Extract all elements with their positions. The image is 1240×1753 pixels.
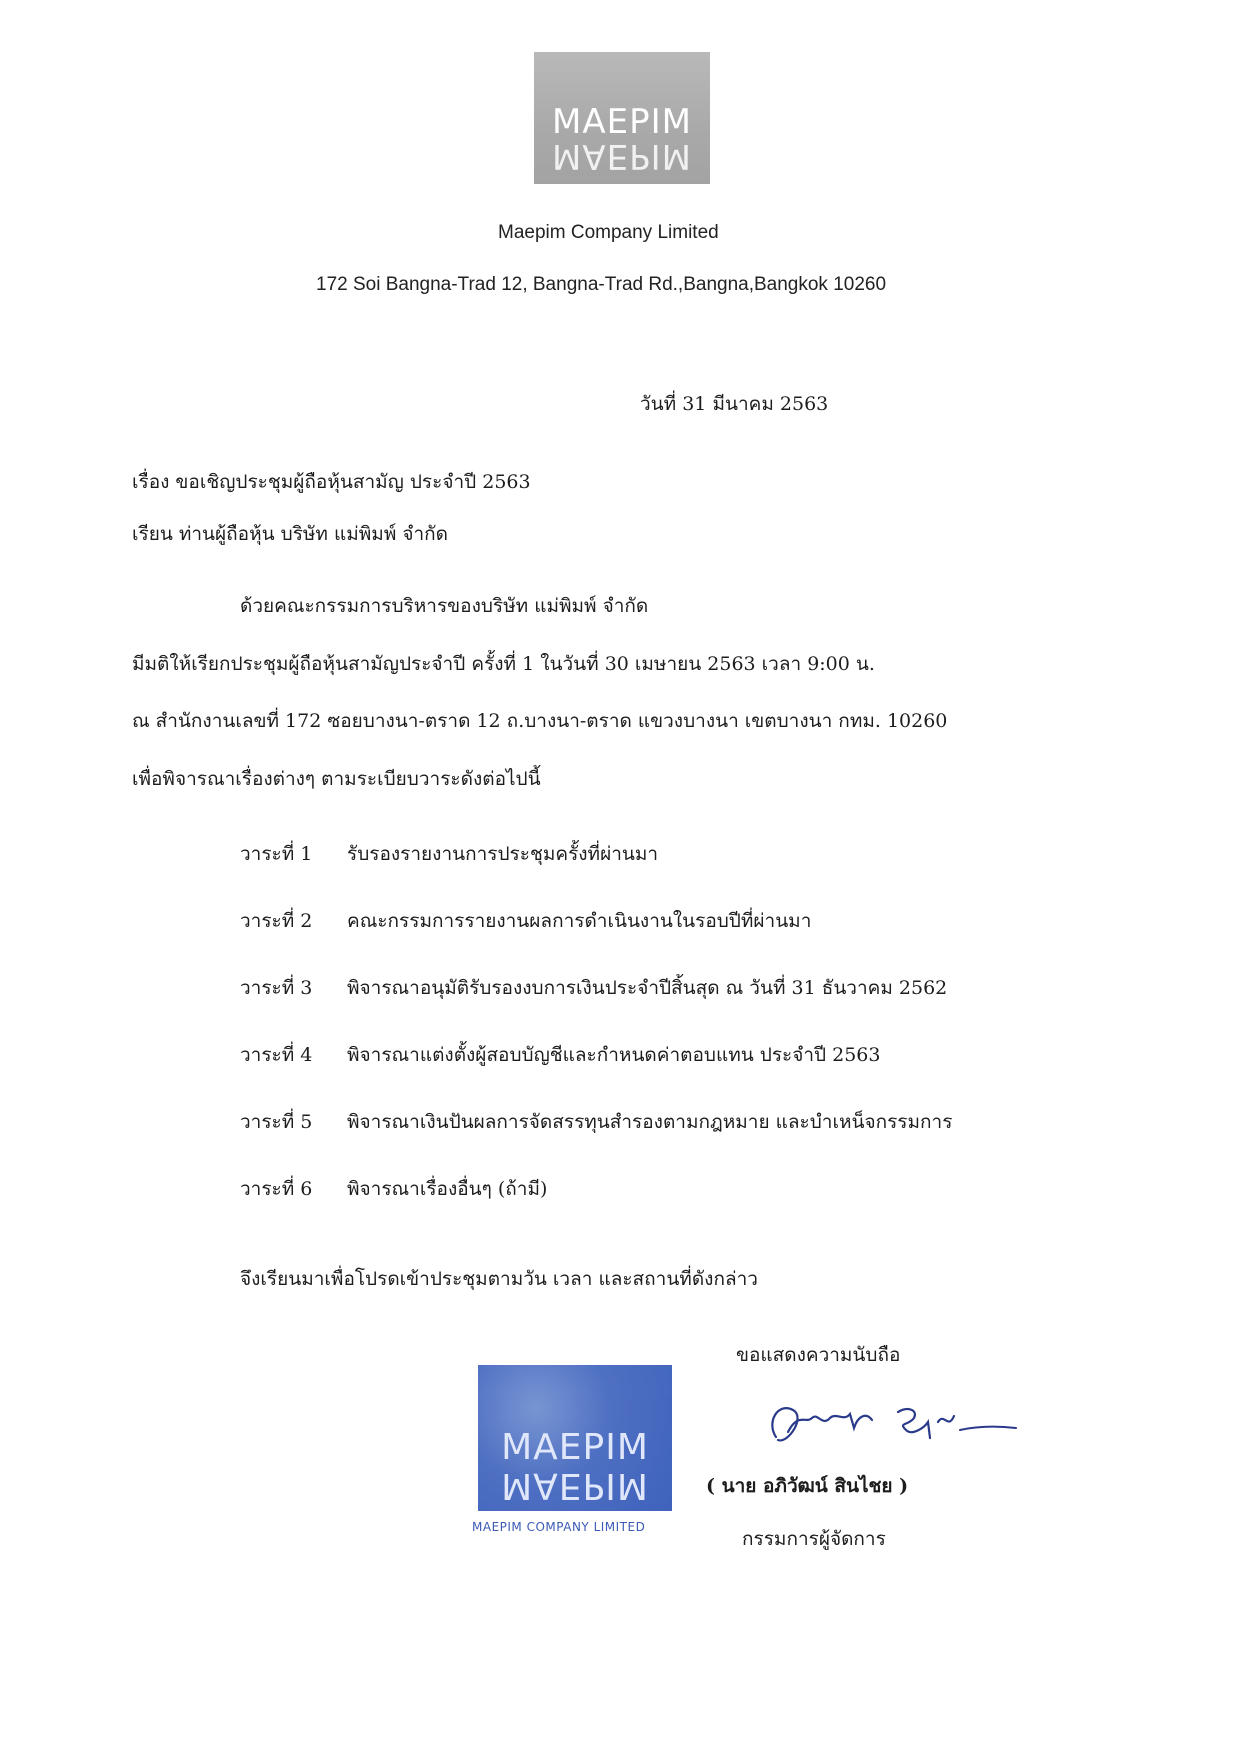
agenda-text: รับรองรายงานการประชุมครั้งที่ผ่านมา — [347, 843, 659, 865]
agenda-label: วาระที่ 1 — [240, 843, 313, 865]
logo-wordmark-reflection: MAEPIM — [552, 136, 692, 176]
regards-text: ขอแสดงความนับถือ — [736, 1344, 901, 1366]
company-logo — [534, 52, 710, 184]
letter-recipient: เรียน ท่านผู้ถือหุ้น บริษัท แม่พิมพ์ จำกัด — [132, 523, 449, 545]
agenda-text: พิจารณาอนุมัติรับรองงบการเงินประจำปีสิ้นสุด ณ วันที่ 31 ธันวาคม 2562 — [347, 977, 948, 999]
company-address: 172 Soi Bangna-Trad 12, Bangna-Trad Rd.,Bangna,Bangkok 10260 — [316, 274, 887, 295]
agenda-label: วาระที่ 4 — [240, 1044, 313, 1066]
letter-date: วันที่ 31 มีนาคม 2563 — [640, 393, 829, 415]
agenda-label: วาระที่ 3 — [240, 977, 313, 999]
agenda-text: พิจารณาเรื่องอื่นๆ (ถ้ามี) — [347, 1178, 548, 1200]
stamp-wordmark-reflection: MAEPIM — [501, 1465, 649, 1506]
letter-subject: เรื่อง ขอเชิญประชุมผู้ถือหุ้นสามัญ ประจำปี 2563 — [132, 471, 531, 493]
stamp-caption: MAEPIM COMPANY LIMITED — [472, 1520, 646, 1534]
agenda-text: พิจารณาแต่งตั้งผู้สอบบัญชีและกำหนดค่าตอบแทน ประจำปี 2563 — [347, 1044, 881, 1066]
body-paragraph-4: เพื่อพิจารณาเรื่องต่างๆ ตามระเบียบวาระดังต่อไปนี้ — [132, 768, 541, 790]
stamp-wordmark: MAEPIM — [501, 1427, 649, 1468]
agenda-label: วาระที่ 5 — [240, 1111, 313, 1133]
body-paragraph-3: ณ สำนักงานเลขที่ 172 ซอยบางนา-ตราด 12 ถ.บางนา-ตราด แขวงบางนา เขตบางนา กทม. 10260 — [132, 710, 948, 732]
agenda-label: วาระที่ 2 — [240, 910, 313, 932]
agenda-text: พิจารณาเงินปันผลการจัดสรรทุนสำรองตามกฎหมาย และบำเหน็จกรรมการ — [347, 1111, 953, 1133]
body-paragraph-1: ด้วยคณะกรรมการบริหารของบริษัท แม่พิมพ์ จำกัด — [240, 595, 649, 617]
agenda-label: วาระที่ 6 — [240, 1178, 313, 1200]
logo-wordmark: MAEPIM — [552, 102, 692, 142]
closing-paragraph: จึงเรียนมาเพื่อโปรดเข้าประชุมตามวัน เวลา และสถานที่ดังกล่าว — [240, 1268, 758, 1290]
signer-name: ( นาย อภิวัฒน์ สินไชย ) — [706, 1475, 909, 1497]
handwritten-signature — [748, 1382, 1018, 1462]
company-stamp — [478, 1365, 672, 1511]
company-name: Maepim Company Limited — [498, 222, 719, 243]
agenda-text: คณะกรรมการรายงานผลการดำเนินงานในรอบปีที่ผ่านมา — [347, 910, 812, 932]
signer-title: กรรมการผู้จัดการ — [742, 1528, 886, 1550]
body-paragraph-2: มีมติให้เรียกประชุมผู้ถือหุ้นสามัญประจำปี ครั้งที่ 1 ในวันที่ 30 เมษายน 2563 เวลา 9:00 น. — [132, 653, 875, 675]
